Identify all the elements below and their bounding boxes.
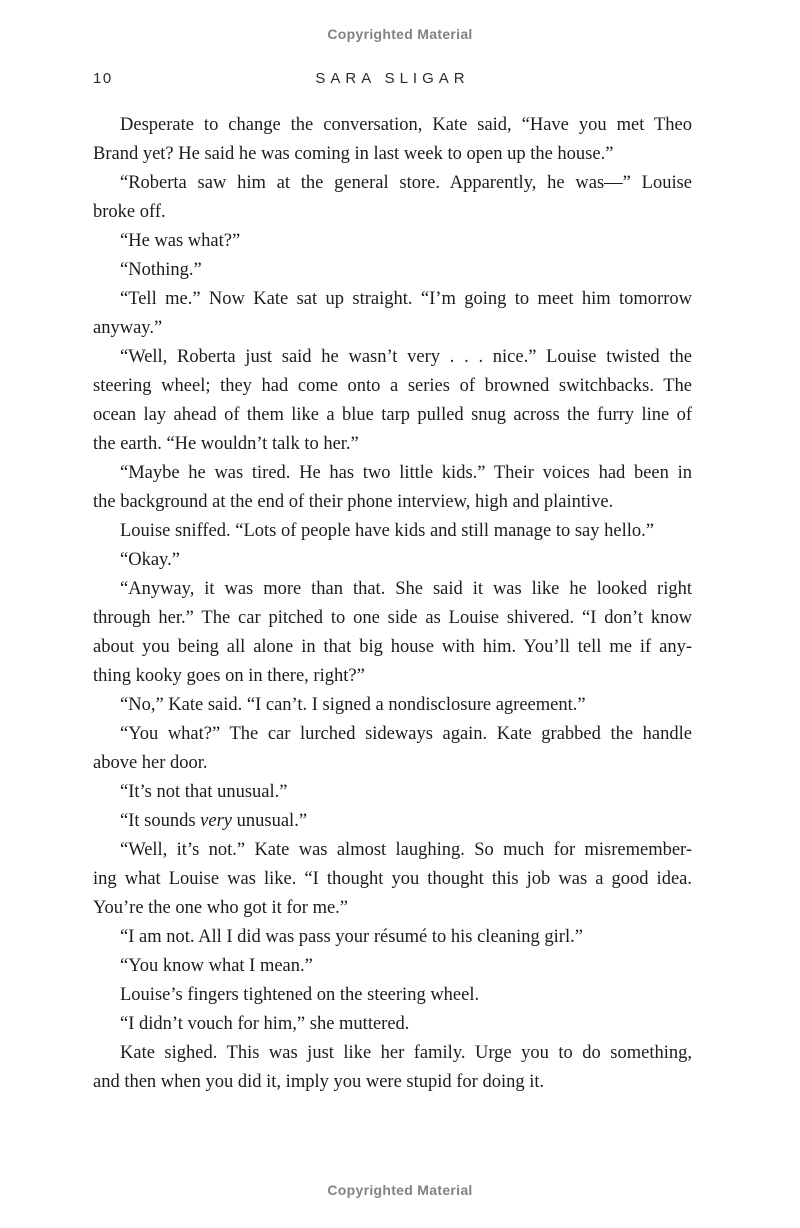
text-segment: “It sounds <box>120 811 201 831</box>
text-line <box>93 836 692 865</box>
text-line <box>93 720 692 749</box>
text-segment: the earth. “He wouldn’t talk to her.” <box>93 434 359 454</box>
paragraph <box>93 575 692 691</box>
text-line <box>93 256 692 285</box>
text-line <box>93 778 692 807</box>
text-segment: You’re the one who got it for me.” <box>93 898 349 918</box>
text-line <box>93 923 692 952</box>
running-head: SARA SLIGAR <box>315 70 470 87</box>
text-segment: Louise sniffed. “Lots of people have kids and still manage to say hello.” <box>120 521 654 541</box>
text-segment: “Roberta saw him at the general store. Apparently, he was—” Louise <box>120 173 692 193</box>
text-line <box>93 749 692 778</box>
paragraph <box>93 169 692 227</box>
paragraph <box>93 1010 692 1039</box>
text-segment: Kate sighed. This was just like her family. Urge you to do something, <box>120 1043 692 1063</box>
text-line <box>93 517 692 546</box>
text-line <box>93 662 692 691</box>
text-segment: “Tell me.” Now Kate sat up straight. “I’m going to meet him tomorrow <box>120 289 692 309</box>
paragraph <box>93 517 692 546</box>
text-segment: anyway.” <box>93 318 163 338</box>
text-segment: “Okay.” <box>120 550 180 570</box>
paragraph <box>93 923 692 952</box>
text-line <box>93 807 692 836</box>
text-line <box>93 401 692 430</box>
text-line <box>93 140 692 169</box>
text-line <box>93 343 692 372</box>
text-line <box>93 372 692 401</box>
paragraph <box>93 778 692 807</box>
text-line <box>93 430 692 459</box>
text-line <box>93 314 692 343</box>
copyright-watermark-bottom: Copyrighted Material <box>327 1182 473 1198</box>
page-number: 10 <box>93 70 113 87</box>
text-line <box>93 604 692 633</box>
text-segment: “No,” Kate said. “I can’t. I signed a nondisclosure agreement.” <box>120 695 586 715</box>
text-line <box>93 952 692 981</box>
text-segment: Desperate to change the conversation, Kate said, “Have you met Theo <box>120 115 692 135</box>
text-line <box>93 1039 692 1068</box>
text-line <box>93 488 692 517</box>
text-segment: Louise’s fingers tightened on the steering wheel. <box>120 985 480 1005</box>
text-line <box>93 459 692 488</box>
text-line <box>93 575 692 604</box>
paragraph <box>93 227 692 256</box>
text-segment: “You know what I mean.” <box>120 956 313 976</box>
text-segment: ocean lay ahead of them like a blue tarp pulled snug across the furry line of <box>93 405 692 425</box>
paragraph <box>93 343 692 459</box>
text-segment: about you being all alone in that big house with him. You’ll tell me if any- <box>93 637 692 657</box>
paragraph <box>93 546 692 575</box>
text-segment: “Nothing.” <box>120 260 202 280</box>
text-line <box>93 981 692 1010</box>
text-segment: and then when you did it, imply you were stupid for doing it. <box>93 1072 545 1092</box>
text-line <box>93 865 692 894</box>
copyright-watermark-top: Copyrighted Material <box>327 26 473 42</box>
text-segment: broke off. <box>93 202 166 222</box>
paragraph <box>93 981 692 1010</box>
text-segment: unusual.” <box>232 811 308 831</box>
paragraph <box>93 459 692 517</box>
paragraph <box>93 1039 692 1097</box>
paragraph <box>93 952 692 981</box>
text-segment: “You what?” The car lurched sideways again. Kate grabbed the handle <box>120 724 692 744</box>
paragraph <box>93 256 692 285</box>
text-segment: “Well, Roberta just said he wasn’t very . . . nice.” Louise twisted the <box>120 347 692 367</box>
text-line <box>93 169 692 198</box>
body-text <box>93 111 692 1097</box>
text-segment: “It’s not that unusual.” <box>120 782 288 802</box>
text-line <box>93 198 692 227</box>
text-segment: above her door. <box>93 753 208 773</box>
text-line <box>93 1010 692 1039</box>
text-line <box>93 1068 692 1097</box>
text-segment: Brand yet? He said he was coming in last week to open up the house.” <box>93 144 614 164</box>
text-segment: through her.” The car pitched to one side as Louise shivered. “I don’t know <box>93 608 692 628</box>
paragraph <box>93 807 692 836</box>
text-line <box>93 111 692 140</box>
text-segment: the background at the end of their phone interview, high and plaintive. <box>93 492 614 512</box>
text-segment: “Maybe he was tired. He has two little kids.” Their voices had been in <box>120 463 692 483</box>
text-segment: steering wheel; they had come onto a series of browned switchbacks. The <box>93 376 692 396</box>
text-line <box>93 633 692 662</box>
italic-text: very <box>200 811 233 831</box>
text-segment: “He was what?” <box>120 231 241 251</box>
paragraph <box>93 285 692 343</box>
text-line <box>93 227 692 256</box>
text-line <box>93 285 692 314</box>
paragraph <box>93 691 692 720</box>
text-line <box>93 691 692 720</box>
text-segment: “Well, it’s not.” Kate was almost laughing. So much for misremember- <box>120 840 692 860</box>
paragraph <box>93 111 692 169</box>
paragraph <box>93 836 692 923</box>
text-segment: “I am not. All I did was pass your résumé to his cleaning girl.” <box>120 927 583 947</box>
paragraph <box>93 720 692 778</box>
page-header <box>93 70 692 88</box>
text-segment: thing kooky goes on in there, right?” <box>93 666 365 686</box>
text-line <box>93 894 692 923</box>
text-segment: “I didn’t vouch for him,” she muttered. <box>120 1014 410 1034</box>
text-segment: ing what Louise was like. “I thought you thought this job was a good idea. <box>93 869 692 889</box>
text-line <box>93 546 692 575</box>
text-segment: “Anyway, it was more than that. She said it was like he looked right <box>120 579 692 599</box>
